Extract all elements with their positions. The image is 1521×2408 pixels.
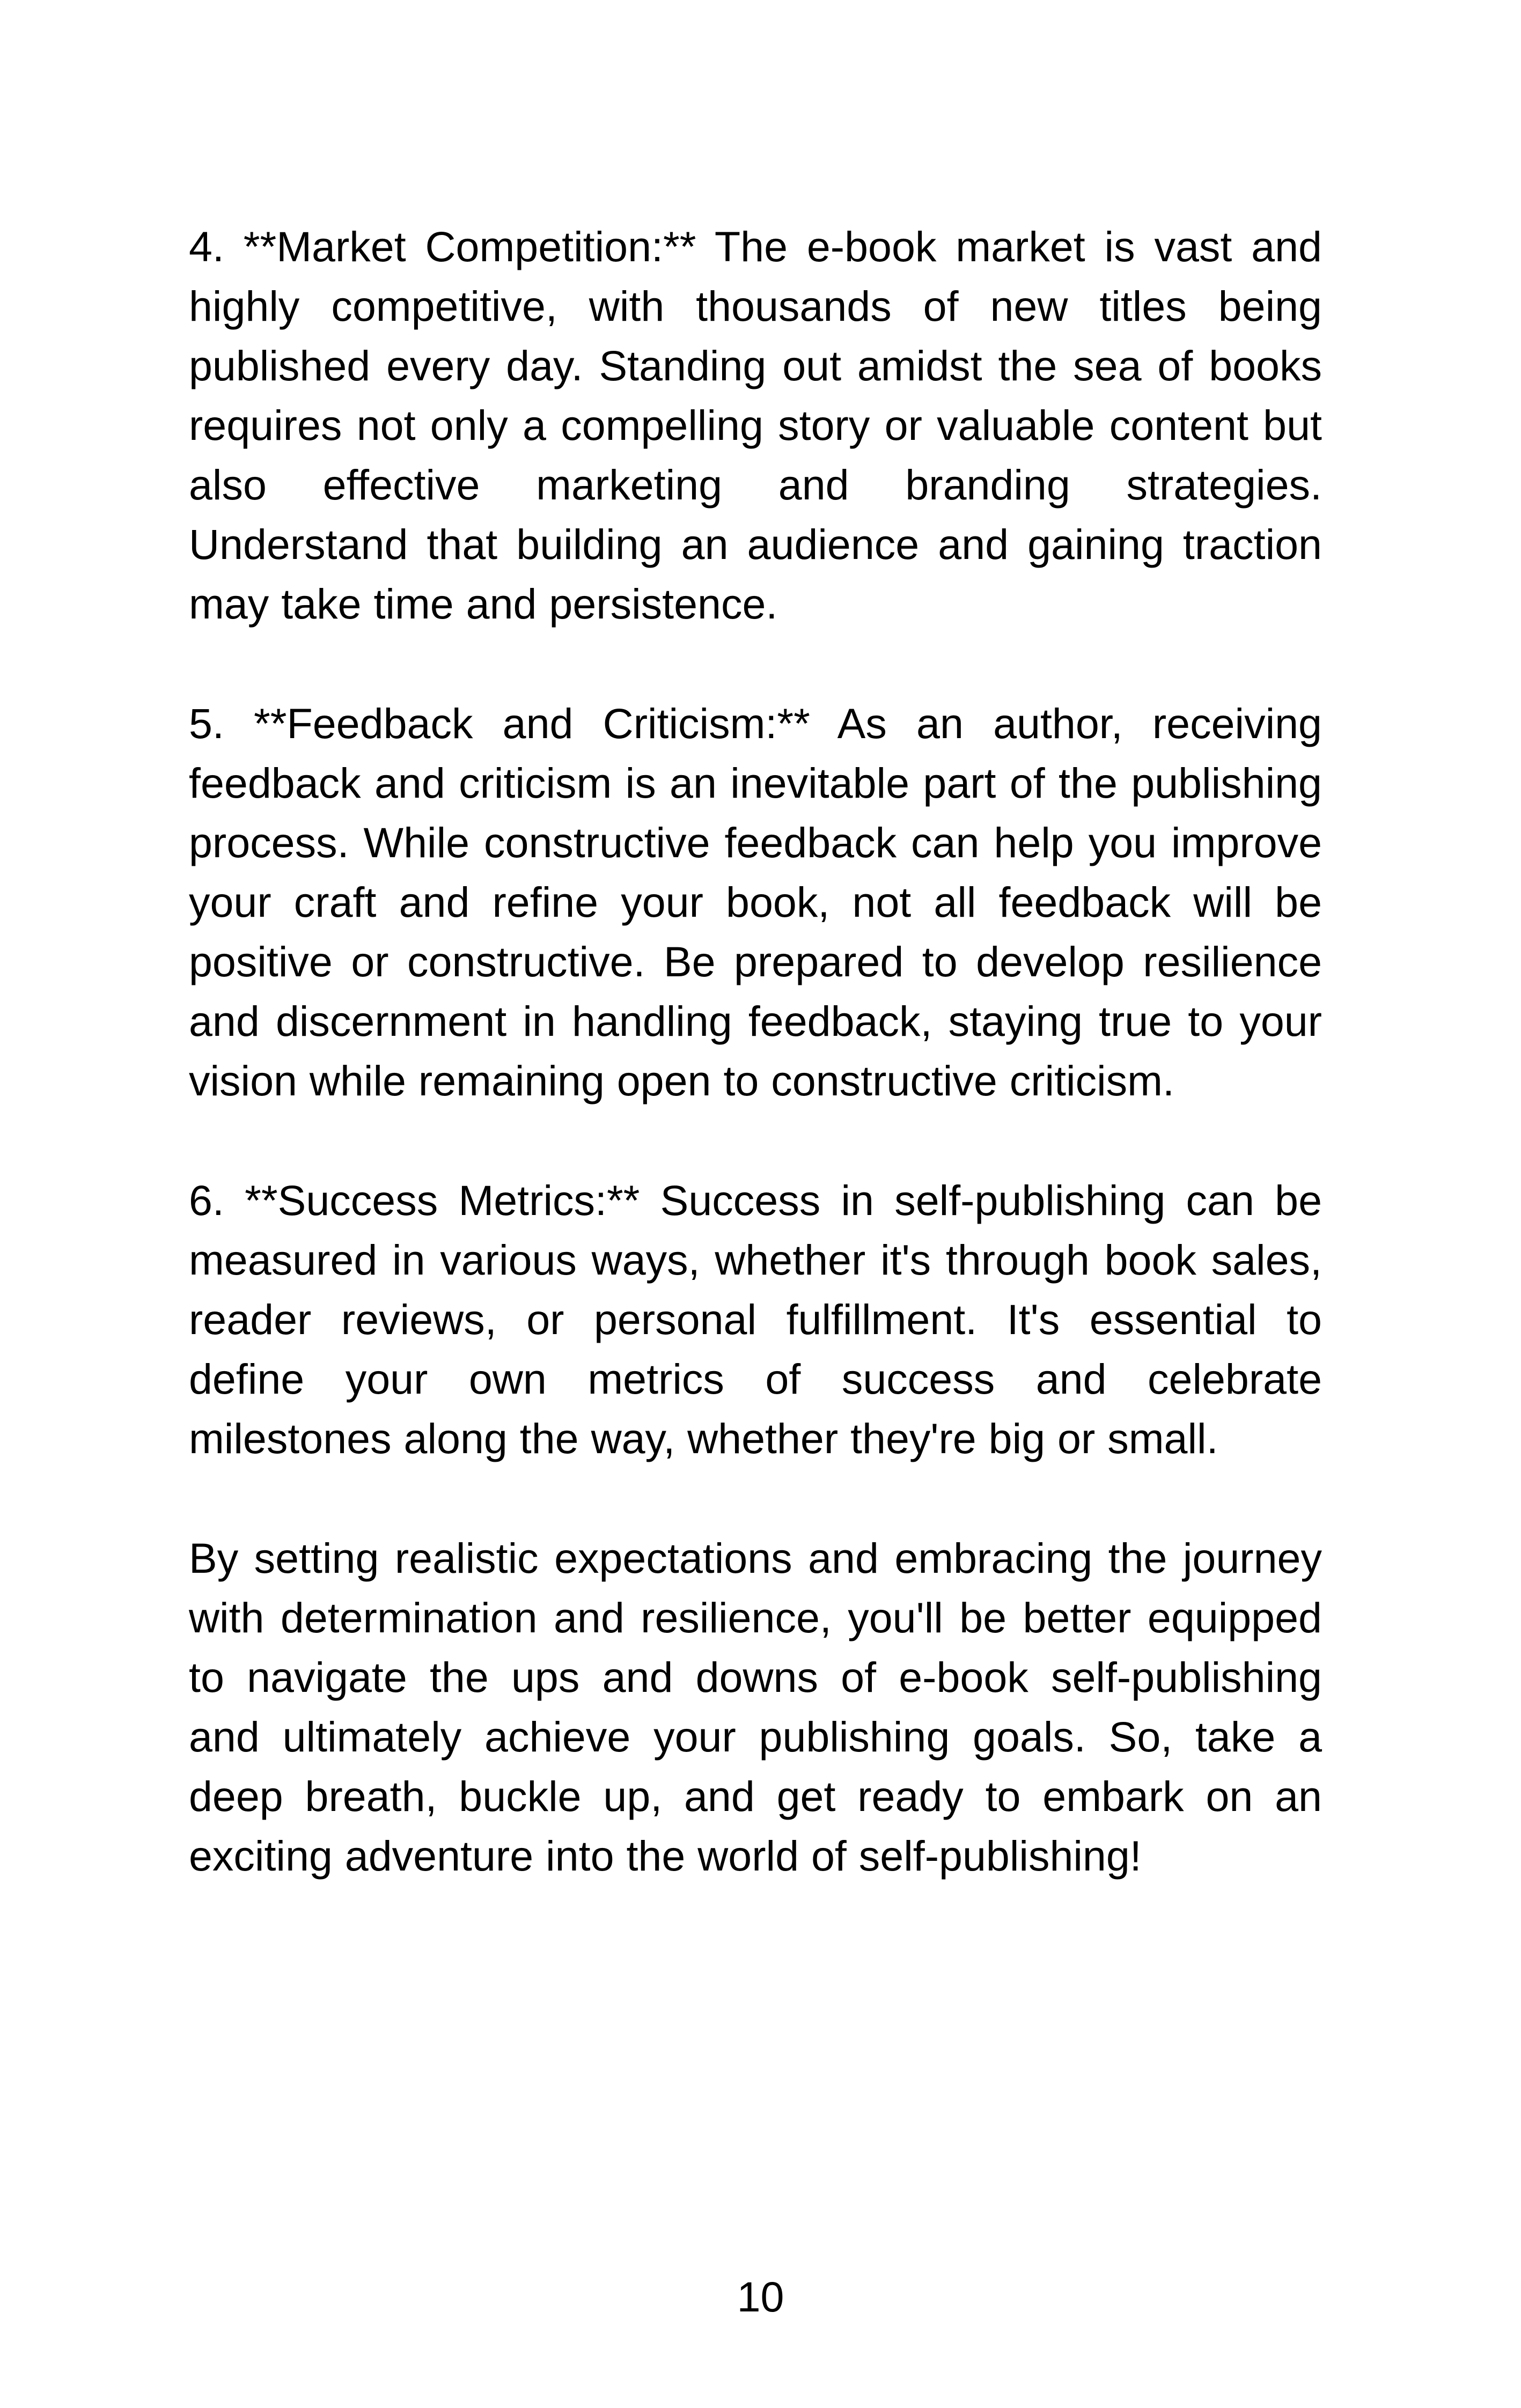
- page-body: [189, 217, 1322, 1946]
- page-number: 10: [737, 2273, 784, 2321]
- paragraph-feedback-and-criticism: 5. **Feedback and Criticism:** As an author, receiving feedback and criticism is an inevitable part of the publishing process. While constructive feedback can help you improve your craft and refine your book, not all feedback will be positive or constructive. Be prepared to develop resilience and discernment in handling feedback, staying true to your vision while remaining open to constructive criticism.: [189, 699, 1322, 1104]
- paragraph-market-competition: 4. **Market Competition:** The e-book market is vast and highly competitive, with thousands of new titles being published every day. Standing out amidst the sea of books requires not only a compelling story or valuable content but also effective marketing and branding strategies. Understand that building an audience and gaining traction may take time and persistence.: [189, 223, 1322, 628]
- paragraph-success-metrics: 6. **Success Metrics:** Success in self-publishing can be measured in various ways, whether it's through book sales, reader reviews, or personal fulfillment. It's essential to define your own metrics of success and celebrate milestones along the way, whether they're big or small.: [189, 1176, 1322, 1462]
- paragraph-conclusion: By setting realistic expectations and embracing the journey with determination and resilience, you'll be better equipped to navigate the ups and downs of e-book self-publishing and ultimately achieve your publishing goals. So, take a deep breath, buckle up, and get ready to embark on an exciting adventure into the world of self-publishing!: [189, 1534, 1322, 1880]
